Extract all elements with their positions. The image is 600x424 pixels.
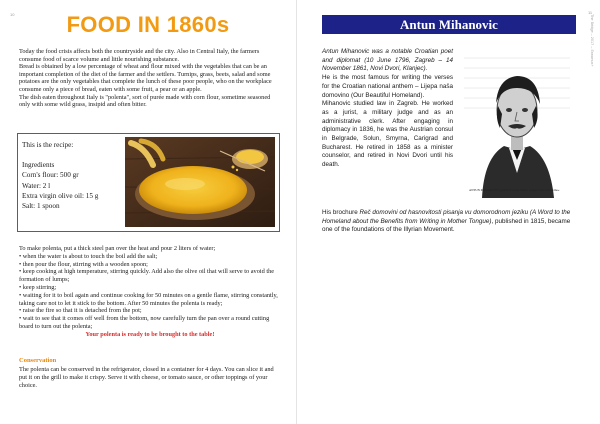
conservation-text: The polenta can be conserved in the refrigerator, closed in a container for 4 days. You can slice it and put it on the grill to make it crispy. Serve it with cheese, or tomato sauce, or other toppings of your choice. bbox=[19, 366, 274, 389]
biography-text bbox=[322, 48, 453, 170]
ready-callout: Your polenta is ready to be brought to the table! bbox=[85, 330, 215, 338]
ingredient-item: Water: 2 l bbox=[22, 181, 51, 190]
brochure-tail: , published in 1815, became one of the foundations of the Illyrian Movement. bbox=[322, 217, 571, 234]
step-item: • keep cooking at high temperature, stirring quickly. Add also the olive oil that will serve to avoid the formation of lumps; bbox=[19, 268, 275, 284]
intro-paragraph: Bread is obtained by a low percentage of wheat and flour mixed with the vegetables that can be an important completion of the diet of the farmer and the settlers. Turnips, grass, beets, salad and some potatoes are the only vegetables that complete the lunch of these poor people, who on the workplace consume only a piece of bread, eaten with some fruit, a pear or an apple. bbox=[19, 63, 272, 93]
intro-paragraph: The dish eaten throughout Italy is "polenta", sort of purée made with corn flour, sometime seasoned only with some wild grass, insipid and often bitter. bbox=[19, 93, 271, 109]
mihanovic-portrait bbox=[462, 48, 572, 198]
brochure-lead: His brochure bbox=[322, 209, 360, 216]
step-item: • keep stirring; bbox=[19, 283, 57, 291]
ingredients-heading: Ingredients bbox=[22, 161, 55, 170]
step-item: • when the water is about to touch the boil add the salt; bbox=[19, 252, 158, 260]
right-page bbox=[298, 0, 600, 424]
bio-paragraph: Mihanovic studied law in Zagreb. He worked as a jurist, a military judge and as an administrative clerk. After engaging in diplomacy in 1836, he was the Austrian consul in Belgrade, Solun, Smyrna, Carigrad and Bucharest. He retired in 1858 as a minister counselor, and retired in Novi Dvori until his death. bbox=[322, 100, 453, 169]
ingredient-item: Extra virgin olive oil: 15 g bbox=[22, 191, 99, 200]
recipe-list bbox=[22, 140, 98, 211]
conservation-heading: Conservation bbox=[19, 357, 57, 364]
page-title-food: FOOD IN 1860s bbox=[66, 12, 230, 37]
recipe-box bbox=[17, 133, 280, 232]
step-item: To make polenta, put a thick steel pan over the heat and pour 2 liters of water; bbox=[19, 245, 216, 252]
portrait-caption: ANTUN MIHANOVIĆ pjesnik hrvatske himne »Lijepa naša domovino« bbox=[469, 188, 560, 192]
step-item: • then pour the flour, stirring with a wooden spoon; bbox=[19, 260, 148, 268]
page-number-right: 11 bbox=[588, 10, 593, 15]
preparation-steps bbox=[19, 245, 281, 339]
brochure-paragraph bbox=[322, 209, 576, 235]
step-item: • raise the fire so that it is detached from the pot; bbox=[19, 307, 142, 315]
ingredient-item: Salt: 1 spoon bbox=[22, 202, 60, 211]
bio-paragraph: Antun Mihanovic was a notable Croatian poet and diplomat (10 June 1796, Zagreb – 14 November 1861, Novi Dvori, Klanjec). bbox=[322, 48, 453, 73]
polenta-photo bbox=[125, 137, 275, 227]
page-number-left: 10 bbox=[10, 12, 15, 17]
step-item: • waiting for it to boil again and continue cooking for 50 minutes on a gentle flame, stirring constantly, taking care not to let it stick to the bottom. After 50 minutes the polenta is ready; bbox=[19, 291, 278, 307]
ingredient-item: Corn's flour: 500 gr bbox=[22, 171, 79, 180]
bio-paragraph: He is the most famous for writing the verses for the Croatian national anthem – Lijepa naša domovino (Our Beautiful Homeland). bbox=[322, 74, 453, 99]
page-title-mihanovic: Antun Mihanovic bbox=[322, 15, 576, 34]
recipe-heading: This is the recipe: bbox=[22, 141, 74, 149]
step-item: • wait to see that it comes off well from the bottom, now carefully turn the pan over a round cutting board to turn out the polenta; bbox=[19, 315, 270, 330]
brochure-title: Reč domovini od hasnovitosti pisanja vu domorodnom jeziku (A Word to the Homeland about the Benefits from Writing in Mother Tongue) bbox=[322, 209, 571, 225]
left-page bbox=[0, 0, 297, 424]
sidebar-running-head: The Bridge – 2017 – Erasmus+ bbox=[590, 14, 594, 67]
intro-paragraph: Today the food crisis affects both the countryside and the city. Also in Central Italy, the farmers consume food of scarce volume and little nourishing substance. bbox=[19, 48, 260, 63]
intro-text bbox=[19, 48, 281, 109]
